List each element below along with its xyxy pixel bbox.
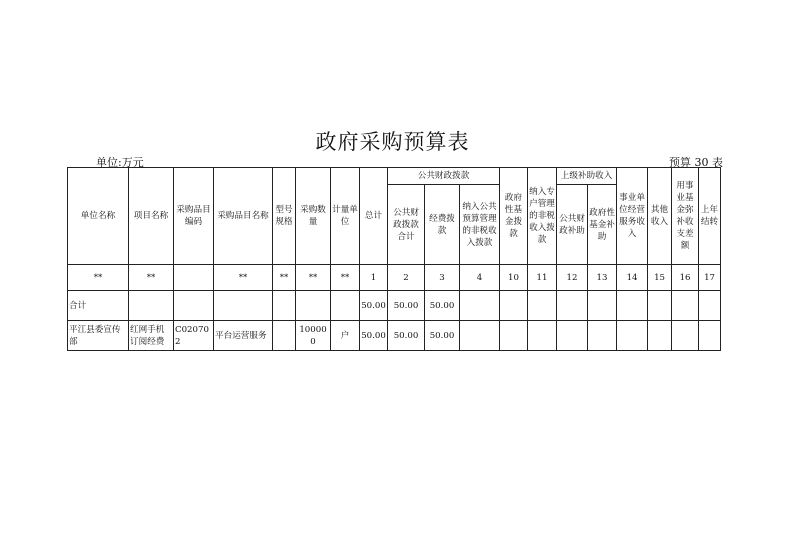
table-cell [699, 291, 721, 321]
table-cell [174, 265, 214, 291]
table-cell: 13 [588, 265, 617, 291]
header-measure-unit: 计量单位 [331, 168, 360, 265]
table-cell [174, 291, 214, 321]
header-gov-fund-subsidy: 政府性基金补助 [588, 185, 617, 265]
table-number: 预算 30 表 [669, 156, 723, 169]
table-cell: 3 [425, 265, 460, 291]
table-cell [617, 321, 648, 351]
table-cell: ** [273, 265, 296, 291]
table-cell: 2 [388, 265, 425, 291]
table-cell [296, 291, 331, 321]
header-public-finance-total: 公共财政拨款合计 [388, 185, 425, 265]
table-cell [460, 321, 500, 351]
table-cell: 户 [331, 321, 360, 351]
table-cell [500, 291, 528, 321]
table-cell [214, 291, 273, 321]
header-gov-fund: 政府性基金拨款 [500, 168, 528, 265]
table-cell: 50.00 [425, 321, 460, 351]
table-cell [672, 321, 699, 351]
header-upper-subsidy: 上级补助收入 [557, 168, 617, 185]
table-cell [129, 291, 174, 321]
header-carryover: 上年结转 [699, 168, 721, 265]
table-cell [648, 321, 672, 351]
header-public-subsidy: 公共财政补助 [557, 185, 588, 265]
table-cell: 50.00 [360, 321, 388, 351]
table-cell: 11 [528, 265, 557, 291]
table-cell: 100000 [296, 321, 331, 351]
table-cell: ** [68, 265, 129, 291]
header-funding: 经费拨款 [425, 185, 460, 265]
table-cell [528, 321, 557, 351]
header-quantity: 采购数量 [296, 168, 331, 265]
table-cell: 合计 [68, 291, 129, 321]
table-cell: 10 [500, 265, 528, 291]
table-cell: 4 [460, 265, 500, 291]
index-row [68, 265, 721, 291]
table-cell [588, 291, 617, 321]
header-business-income: 事业单位经营服务收入 [617, 168, 648, 265]
table-cell [500, 321, 528, 351]
table-cell [557, 291, 588, 321]
table-cell: 15 [648, 265, 672, 291]
budget-table [67, 167, 721, 351]
table-cell [617, 291, 648, 321]
header-fund-gap: 用事业基金弥补收支差额 [672, 168, 699, 265]
header-special-non-tax: 纳入专户管理的非税收入拨款 [528, 168, 557, 265]
table-cell [460, 291, 500, 321]
table-cell: 1 [360, 265, 388, 291]
table-cell: C020702 [174, 321, 214, 351]
table-cell [331, 291, 360, 321]
table-cell [273, 321, 296, 351]
header-item-code: 采购品目编码 [174, 168, 214, 265]
unit-label: 单位:万元 [96, 156, 144, 169]
header-item-name: 采购品目名称 [214, 168, 273, 265]
table-cell: 红网手机订阅经费 [129, 321, 174, 351]
table-cell: 50.00 [388, 291, 425, 321]
table-row [68, 321, 721, 351]
table-cell [588, 321, 617, 351]
table-cell: ** [214, 265, 273, 291]
header-spec: 型号规格 [273, 168, 296, 265]
header-project-name: 项目名称 [129, 168, 174, 265]
table-cell: 50.00 [425, 291, 460, 321]
table-cell: 50.00 [388, 321, 425, 351]
table-cell: ** [296, 265, 331, 291]
table-cell [672, 291, 699, 321]
table-cell [557, 321, 588, 351]
header-public-finance: 公共财政拨款 [388, 168, 500, 185]
header-other-income: 其他收入 [648, 168, 672, 265]
header-unit-name: 单位名称 [68, 168, 129, 265]
table-cell: 50.00 [360, 291, 388, 321]
table-cell: ** [129, 265, 174, 291]
table-cell: 平台运营服务 [214, 321, 273, 351]
table-cell [528, 291, 557, 321]
header-non-tax: 纳入公共预算管理的非税收入拨款 [460, 185, 500, 265]
table-cell: ** [331, 265, 360, 291]
table-cell: 14 [617, 265, 648, 291]
table-cell: 12 [557, 265, 588, 291]
table-cell: 平江县委宣传部 [68, 321, 129, 351]
table-cell [273, 291, 296, 321]
table-cell: 16 [672, 265, 699, 291]
table-cell [648, 291, 672, 321]
header-total: 总计 [360, 168, 388, 265]
table-cell: 17 [699, 265, 721, 291]
table-cell [699, 321, 721, 351]
total-row [68, 291, 721, 321]
page-title: 政府采购预算表 [315, 130, 470, 154]
